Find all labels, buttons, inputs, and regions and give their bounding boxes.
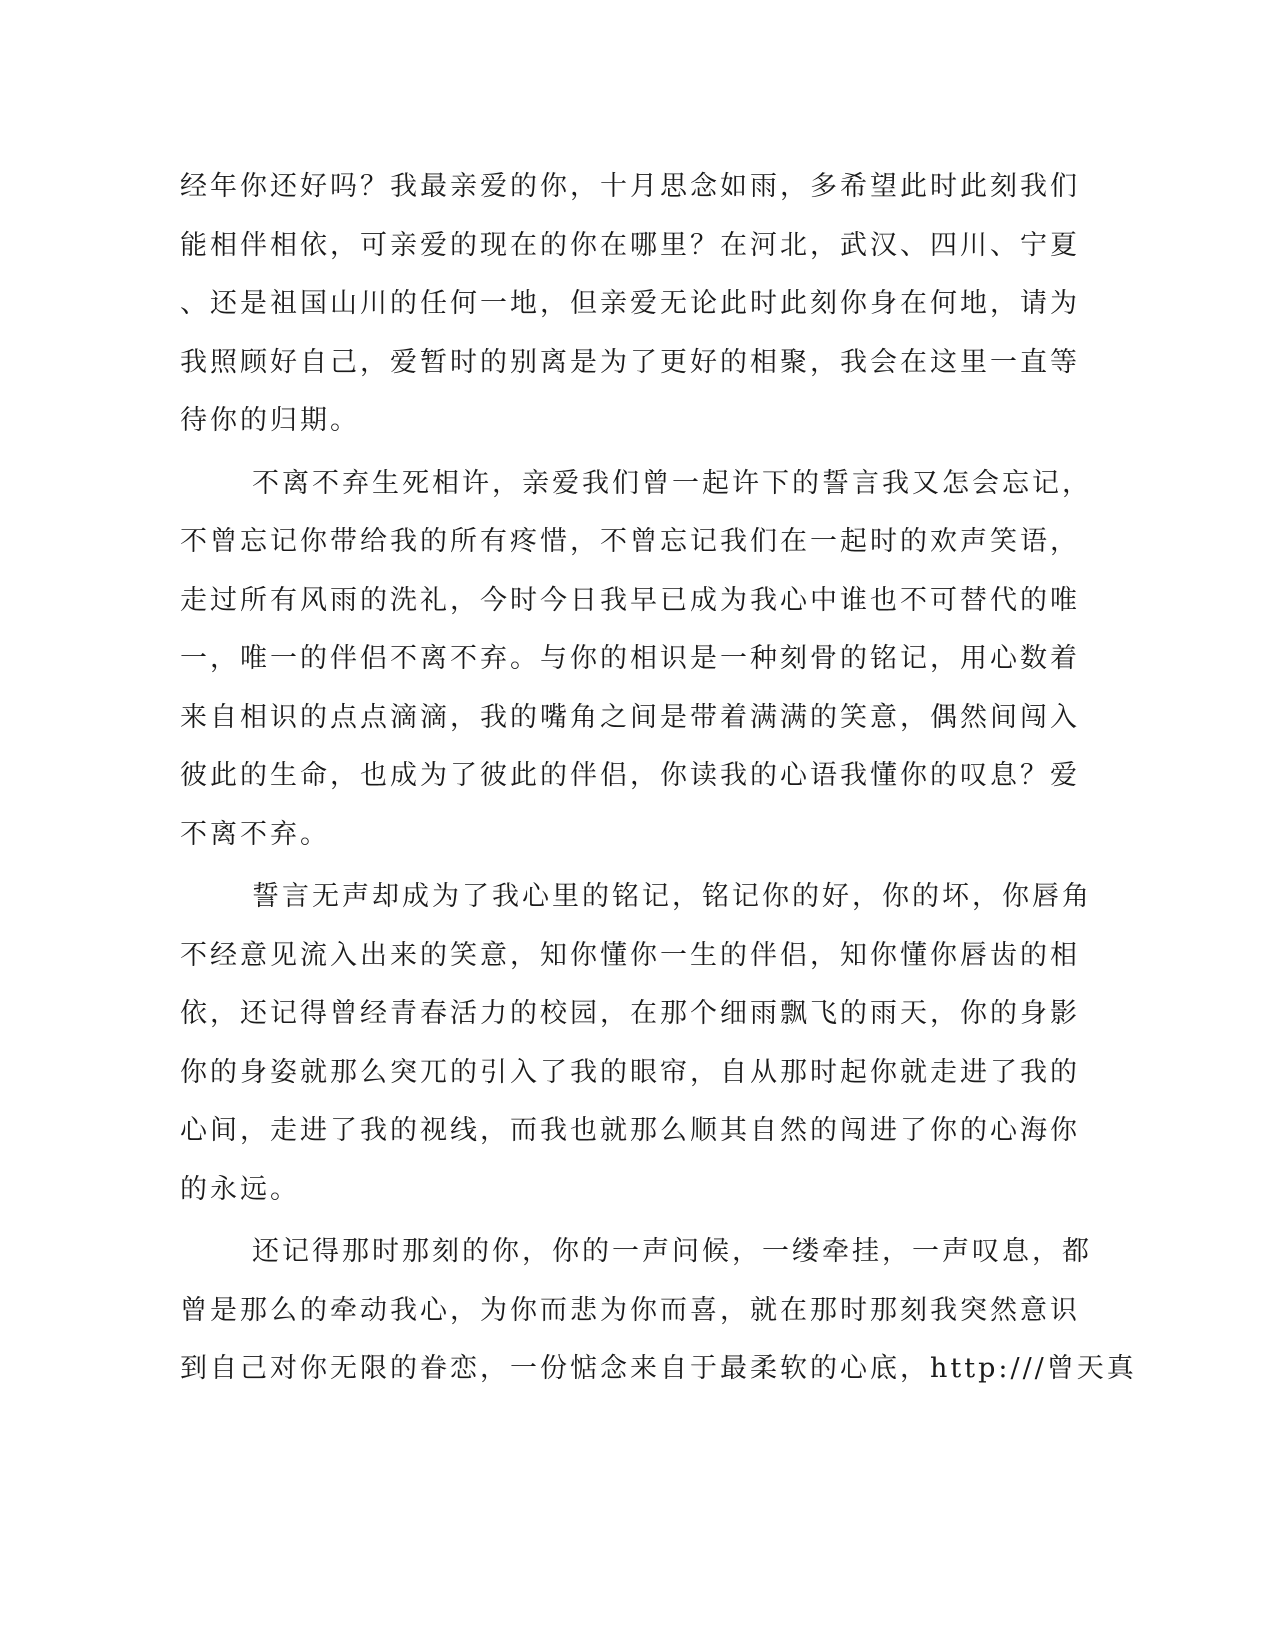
text-line: 我照顾好自己，爱暂时的别离是为了更好的相聚，我会在这里一直等 bbox=[180, 346, 1080, 378]
text-line: 走过所有风雨的洗礼，今时今日我早已成为我心中谁也不可替代的唯 bbox=[180, 584, 1080, 616]
text-line: 的永远。 bbox=[180, 1173, 300, 1205]
paragraph bbox=[180, 455, 1092, 865]
text-line: 、还是祖国山川的任何一地，但亲爱无论此时此刻你身在何地，请为 bbox=[180, 288, 1080, 319]
text-line: 待你的归期。 bbox=[180, 405, 360, 436]
text-line: 彼此的生命，也成为了彼此的伴侣，你读我的心语我懂你的叹息？爱 bbox=[180, 760, 1080, 791]
text-line: 一，唯一的伴侣不离不弃。与你的相识是一种刻骨的铭记，用心数着 bbox=[180, 643, 1080, 674]
text-line: 能相伴相依，可亲爱的现在的你在哪里？在河北，武汉、四川、宁夏 bbox=[180, 229, 1080, 261]
text-line: 不离不弃生死相许，亲爱我们曾一起许下的誓言我又怎会忘记， bbox=[252, 467, 1092, 499]
text-line: 不离不弃。 bbox=[180, 818, 330, 850]
text-line: 还记得那时那刻的你，你的一声问候，一缕牵挂，一声叹息，都 bbox=[252, 1236, 1092, 1267]
paragraph bbox=[180, 868, 1092, 1219]
text-line: 到自己对你无限的眷恋，一份惦念来自于最柔软的心底，http:///曾天真 bbox=[180, 1353, 1137, 1384]
document-body bbox=[180, 158, 1137, 1399]
text-line: 你的身姿就那么突兀的引入了我的眼帘，自从那时起你就走进了我的 bbox=[180, 1056, 1080, 1088]
text-line: 心间，走进了我的视线，而我也就那么顺其自然的闯进了你的心海你 bbox=[180, 1115, 1080, 1146]
paragraph bbox=[180, 1223, 1137, 1399]
text-line: 誓言无声却成为了我心里的铭记，铭记你的好，你的坏，你唇角 bbox=[252, 881, 1092, 912]
text-line: 来自相识的点点滴滴，我的嘴角之间是带着满满的笑意，偶然间闯入 bbox=[180, 701, 1080, 733]
text-line: 不曾忘记你带给我的所有疼惜，不曾忘记我们在一起时的欢声笑语， bbox=[180, 526, 1080, 557]
paragraph bbox=[180, 158, 1080, 451]
text-line: 依，还记得曾经青春活力的校园，在那个细雨飘飞的雨天，你的身影 bbox=[180, 998, 1080, 1029]
text-line: 经年你还好吗？我最亲爱的你，十月思念如雨，多希望此时此刻我们 bbox=[180, 171, 1080, 202]
text-line: 不经意见流入出来的笑意，知你懂你一生的伴侣，知你懂你唇齿的相 bbox=[180, 939, 1080, 971]
text-line: 曾是那么的牵动我心，为你而悲为你而喜，就在那时那刻我突然意识 bbox=[180, 1294, 1080, 1326]
